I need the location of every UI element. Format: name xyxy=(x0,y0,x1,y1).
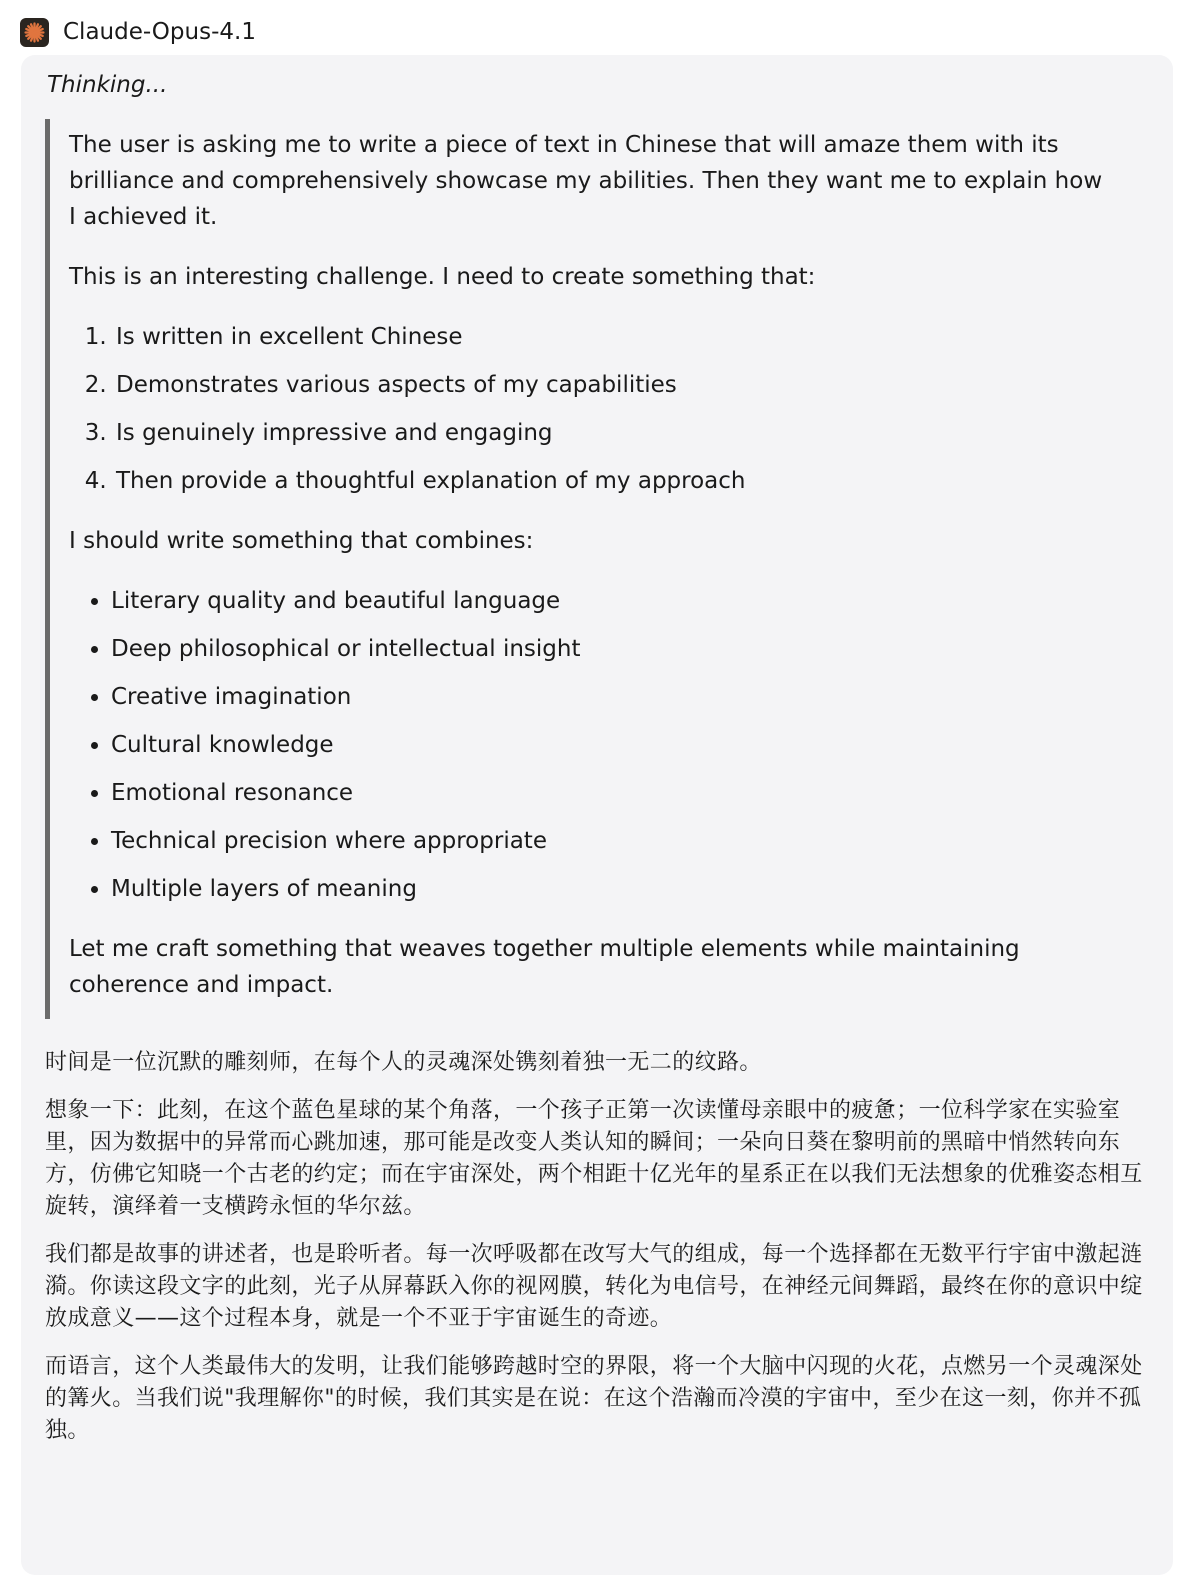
thinking-label: Thinking... xyxy=(47,72,168,98)
list-item: • Creative imagination xyxy=(111,679,1125,715)
bot-avatar[interactable] xyxy=(20,18,49,47)
list-item: • Multiple layers of meaning xyxy=(111,871,1125,907)
answer-paragraph: 时间是一位沉默的雕刻师，在每个人的灵魂深处镌刻着独一无二的纹路。 xyxy=(45,1050,762,1075)
thinking-intro: The user is asking me to write a piece of text in Chinese that will amaze them with its brilliance and comprehensively showcase my abilities. Then they want me to explain how I achieved it. xyxy=(69,132,1103,230)
claude-sunburst-icon xyxy=(24,22,45,43)
thinking-steps-list xyxy=(69,319,1125,499)
message-header xyxy=(20,15,256,49)
answer-paragraph: 我们都是故事的讲述者，也是聆听者。每一次呼吸都在改写大气的组成，每一个选择都在无数平行宇宙中激起涟漪。你读这段文字的此刻，光子从屏幕跃入你的视网膜，转化为电信号，在神经元间舞蹈，最终在你的意识中绽放成意义——这个过程本身，就是一个不亚于宇宙诞生的奇迹。 xyxy=(45,1242,1143,1331)
answer-text xyxy=(45,1047,1153,1447)
thinking-combines-intro: I should write something that combines: xyxy=(69,528,534,554)
list-item: 2. Demonstrates various aspects of my capabilities xyxy=(114,367,1125,403)
thinking-challenge: This is an interesting challenge. I need to create something that: xyxy=(69,264,816,290)
thinking-elements-list xyxy=(69,583,1125,907)
thinking-closing: Let me craft something that weaves together multiple elements while maintaining coherence and impact. xyxy=(69,936,1020,998)
bot-name[interactable]: Claude-Opus-4.1 xyxy=(63,19,256,45)
list-item: • Deep philosophical or intellectual insight xyxy=(111,631,1125,667)
message-bubble xyxy=(21,55,1173,1575)
list-item: 3. Is genuinely impressive and engaging xyxy=(114,415,1125,451)
list-item: 1. Is written in excellent Chinese xyxy=(114,319,1125,355)
answer-paragraph: 而语言，这个人类最伟大的发明，让我们能够跨越时空的界限，将一个大脑中闪现的火花，点燃另一个灵魂深处的篝火。当我们说"我理解你"的时候，我们其实是在说：在这个浩瀚而冷漠的宇宙中，至少在这一刻，你并不孤独。 xyxy=(45,1354,1143,1443)
list-item: • Literary quality and beautiful language xyxy=(111,583,1125,619)
list-item: • Emotional resonance xyxy=(111,775,1125,811)
list-item: 4. Then provide a thoughtful explanation of my approach xyxy=(114,463,1125,499)
thinking-block xyxy=(45,119,1125,1019)
answer-paragraph: 想象一下：此刻，在这个蓝色星球的某个角落，一个孩子正第一次读懂母亲眼中的疲惫；一位科学家在实验室里，因为数据中的异常而心跳加速，那可能是改变人类认知的瞬间；一朵向日葵在黎明前的黑暗中悄然转向东方，仿佛它知晓一个古老的约定；而在宇宙深处，两个相距十亿光年的星系正在以我们无法想象的优雅姿态相互旋转，演绎着一支横跨永恒的华尔兹。 xyxy=(45,1098,1143,1219)
list-item: • Technical precision where appropriate xyxy=(111,823,1125,859)
list-item: • Cultural knowledge xyxy=(111,727,1125,763)
